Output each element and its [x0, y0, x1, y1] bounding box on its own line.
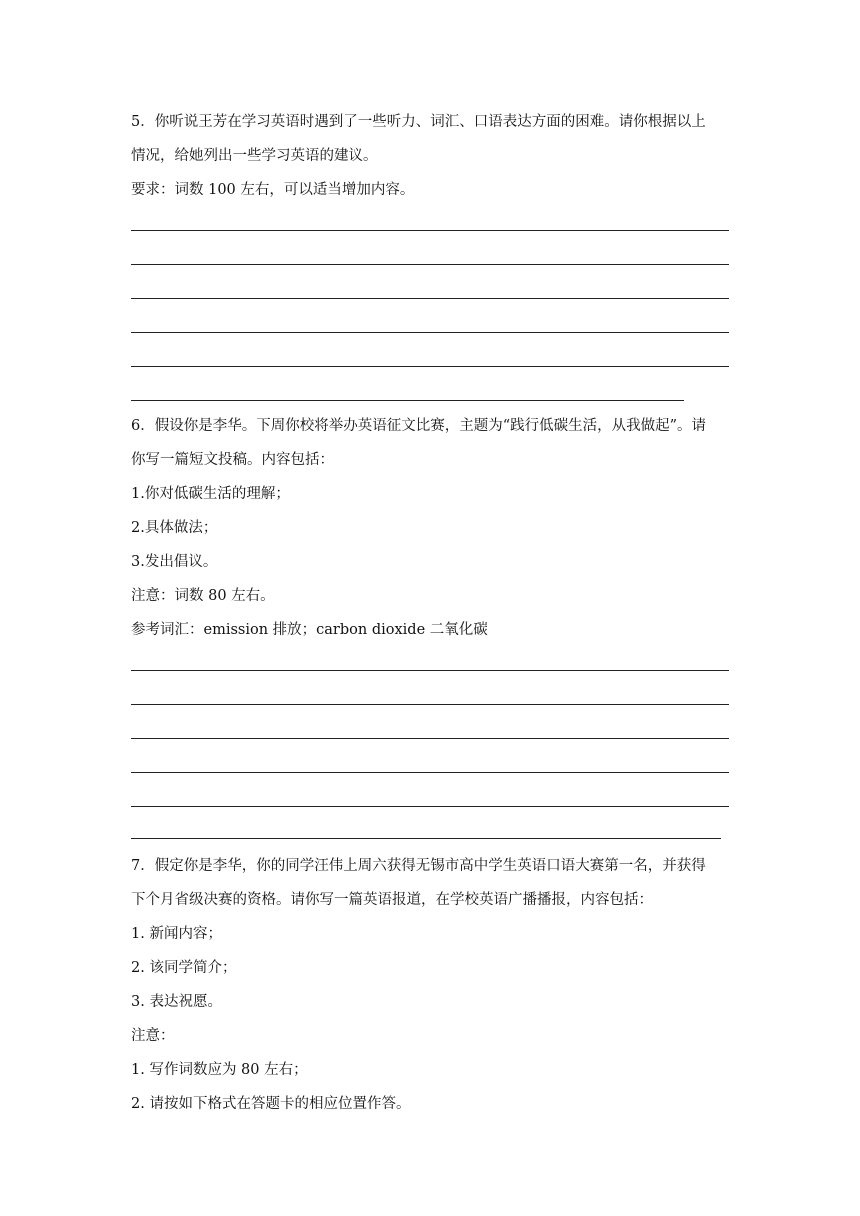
- q7-item-3: 3. 表达祝愿。: [131, 994, 222, 1010]
- q7-note-title: 注意：: [131, 1028, 175, 1044]
- q6-item-2: 2.具体做法；: [131, 520, 218, 536]
- answer-line: [131, 298, 729, 299]
- answer-line: [131, 264, 729, 265]
- answer-line: [131, 400, 684, 401]
- q6-note: 注意：词数 80 左右。: [131, 588, 275, 604]
- q5-prompt-line-1: 5．你听说王芳在学习英语时遇到了一些听力、词汇、口语表达方面的困难。请你根据以上: [131, 114, 706, 130]
- q5-requirement: 要求：词数 100 左右，可以适当增加内容。: [131, 182, 415, 198]
- q7-prompt-line-2: 下个月省级决赛的资格。请你写一篇英语报道，在学校英语广播播报，内容包括：: [131, 892, 653, 908]
- q7-note-1: 1. 写作词数应为 80 左右；: [131, 1062, 308, 1078]
- q6-prompt-line-2: 你写一篇短文投稿。内容包括：: [131, 452, 334, 468]
- answer-line: [131, 738, 729, 739]
- answer-line: [131, 772, 729, 773]
- q7-item-2: 2. 该同学简介；: [131, 960, 237, 976]
- q6-vocab: 参考词汇：emission 排放；carbon dioxide 二氧化碳: [131, 622, 488, 638]
- q6-prompt-line-1: 6．假设你是李华。下周你校将举办英语征文比赛，主题为“践行低碳生活，从我做起”。请: [131, 418, 707, 434]
- answer-line: [131, 806, 729, 807]
- answer-line: [131, 670, 729, 671]
- q6-item-3: 3.发出倡议。: [131, 554, 218, 570]
- answer-line: [131, 230, 729, 231]
- answer-line: [131, 366, 729, 367]
- q7-note-2: 2. 请按如下格式在答题卡的相应位置作答。: [131, 1096, 411, 1112]
- q5-prompt-line-2: 情况，给她列出一些学习英语的建议。: [131, 148, 378, 164]
- q6-item-1: 1.你对低碳生活的理解；: [131, 486, 290, 502]
- q7-prompt-line-1: 7．假定你是李华，你的同学汪伟上周六获得无锡市高中学生英语口语大赛第一名，并获得: [131, 858, 706, 874]
- answer-line: [131, 332, 729, 333]
- answer-line: [131, 704, 729, 705]
- q7-item-1: 1. 新闻内容；: [131, 926, 222, 942]
- answer-line: [131, 838, 721, 839]
